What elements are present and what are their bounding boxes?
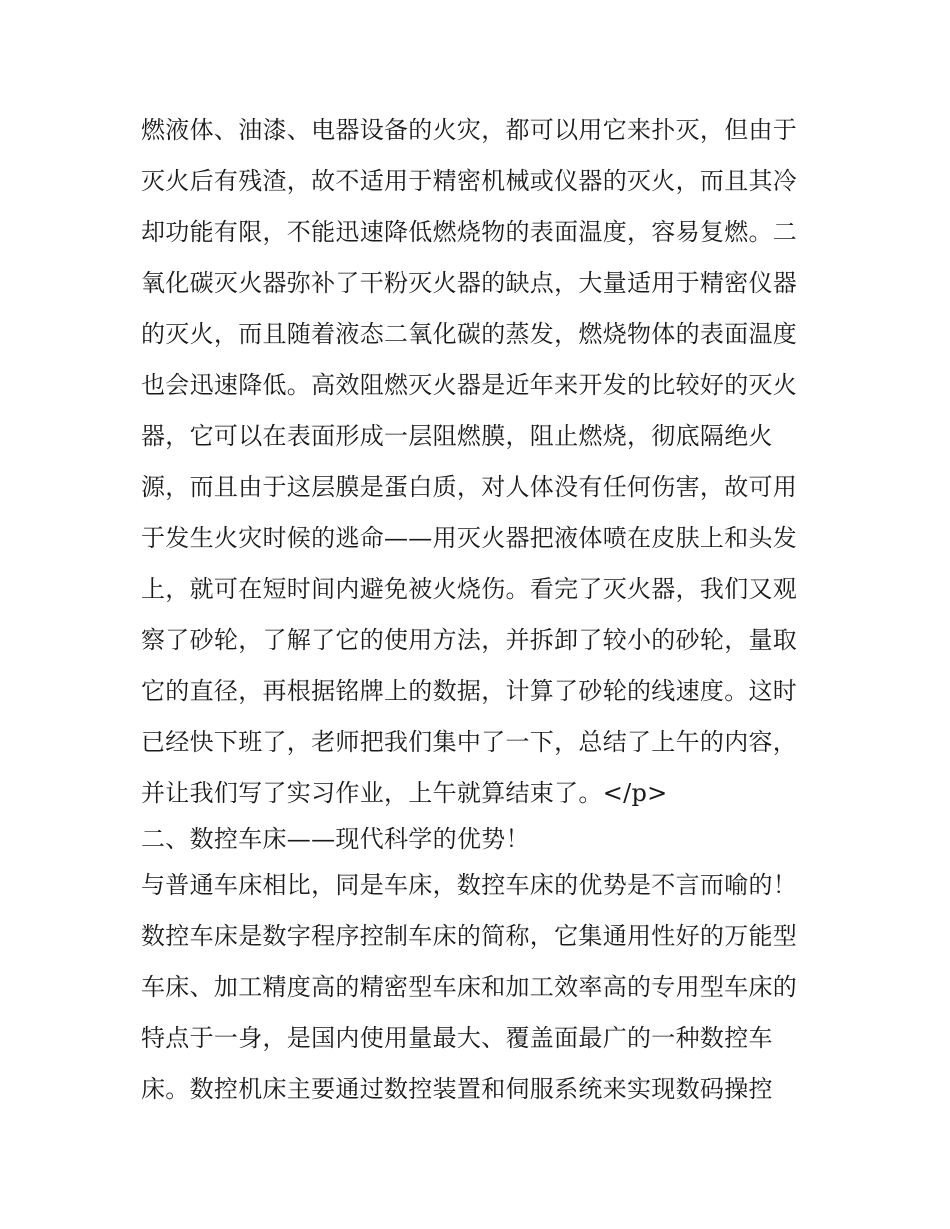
text-line: 源，而且由于这层膜是蛋白质，对人体没有任何伤害，故可用 bbox=[141, 473, 798, 501]
text-line: 于发生火灾时候的逃命——用灭火器把液体喷在皮肤上和头发 bbox=[141, 524, 798, 552]
text-line: 与普通车床相比，同是车床，数控车床的优势是不言而喻的！ bbox=[141, 871, 798, 899]
text-line: 察了砂轮，了解了它的使用方法，并拆卸了较小的砂轮，量取 bbox=[141, 626, 798, 654]
text-line: 器，它可以在表面形成一层阻燃膜，阻止燃烧，彻底隔绝火 bbox=[141, 422, 773, 450]
text-line: 氧化碳灭火器弥补了干粉灭火器的缺点，大量适用于精密仪器 bbox=[141, 269, 798, 297]
text-line: 并让我们写了实习作业，上午就算结束了。</p> bbox=[141, 779, 668, 807]
text-line: 的灭火，而且随着液态二氧化碳的蒸发，燃烧物体的表面温度 bbox=[141, 320, 798, 348]
text-line: 它的直径，再根据铭牌上的数据，计算了砂轮的线速度。这时 bbox=[141, 677, 798, 705]
text-line: 特点于一身，是国内使用量最大、覆盖面最广的一种数控车 bbox=[141, 1024, 773, 1052]
text-line: 数控车床是数字程序控制车床的简称，它集通用性好的万能型 bbox=[141, 922, 798, 950]
section-heading: 二、数控车床——现代科学的优势！ bbox=[141, 825, 530, 853]
text-line: 却功能有限，不能迅速降低燃烧物的表面温度，容易复燃。二 bbox=[141, 218, 798, 246]
text-line: 已经快下班了，老师把我们集中了一下，总结了上午的内容， bbox=[141, 728, 798, 756]
text-line: 燃液体、油漆、电器设备的火灾，都可以用它来扑灭，但由于 bbox=[141, 116, 798, 144]
body-text bbox=[141, 110, 821, 1120]
text-line: 车床、加工精度高的精密型车床和加工效率高的专用型车床的 bbox=[141, 973, 798, 1001]
text-line: 上，就可在短时间内避免被火烧伤。看完了灭火器，我们又观 bbox=[141, 575, 798, 603]
text-line: 也会迅速降低。高效阻燃灭火器是近年来开发的比较好的灭火 bbox=[141, 371, 798, 399]
text-line: 灭火后有残渣，故不适用于精密机械或仪器的灭火，而且其冷 bbox=[141, 167, 798, 195]
text-line: 床。数控机床主要通过数控装置和伺服系统来实现数码操控 bbox=[141, 1075, 773, 1103]
